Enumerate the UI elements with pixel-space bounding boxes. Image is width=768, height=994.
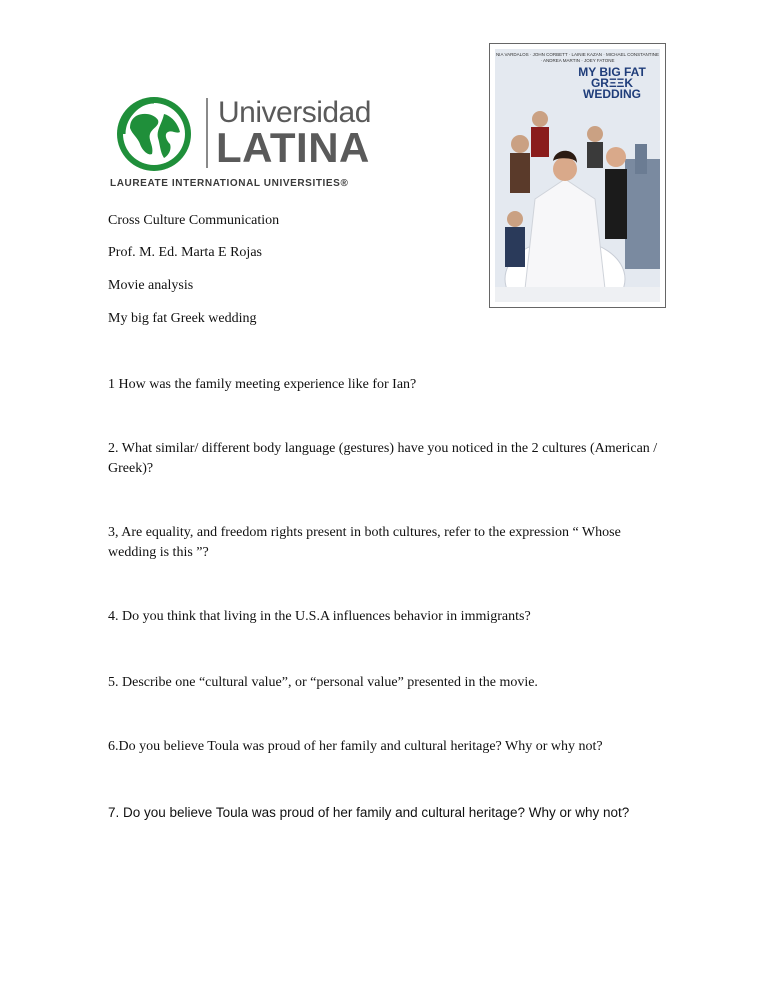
professor-name: Prof. M. Ed. Marta E Rojas (108, 245, 262, 260)
poster-title: MY BIG FAT GRΞΞK WEDDING (578, 65, 646, 101)
movie-title: My big fat Greek wedding (108, 311, 257, 326)
question-4: 4. Do you think that living in the U.S.A influences behavior in immigrants? (108, 609, 531, 624)
question-7: 7. Do you believe Toula was proud of her family and cultural heritage? Why or why not? (108, 805, 630, 820)
logo-text-universidad: Universidad (218, 96, 371, 129)
poster-image (495, 49, 660, 302)
question-5: 5. Describe one “cultural value”, or “personal value” presented in the movie. (108, 675, 538, 690)
movie-poster (489, 43, 666, 308)
assignment-type: Movie analysis (108, 278, 194, 293)
globe-icon (114, 94, 194, 174)
question-1: 1 How was the family meeting experience like for Ian? (108, 377, 417, 392)
poster-credits: NIA VARDALOS · JOHN CORBETT · LAINIE KAZAN · MICHAEL CONSTANTINE · ANDREA MARTIN · JOEY FATONE (495, 52, 660, 63)
logo-text-latina: LATINA (216, 124, 370, 171)
question-3: 3, Are equality, and freedom rights present in both cultures, refer to the expression “ Whose wedding is this ”? (108, 525, 621, 560)
university-logo (110, 90, 371, 195)
question-2: 2. What similar/ different body language (gestures) have you noticed in the 2 cultures (American / Greek)? (108, 441, 658, 476)
course-name: Cross Culture Communication (108, 213, 280, 228)
logo-divider (206, 98, 208, 168)
logo-tagline: LAUREATE INTERNATIONAL UNIVERSITIES® (110, 178, 349, 189)
question-6: 6.Do you believe Toula was proud of her family and cultural heritage? Why or why not? (108, 739, 603, 754)
